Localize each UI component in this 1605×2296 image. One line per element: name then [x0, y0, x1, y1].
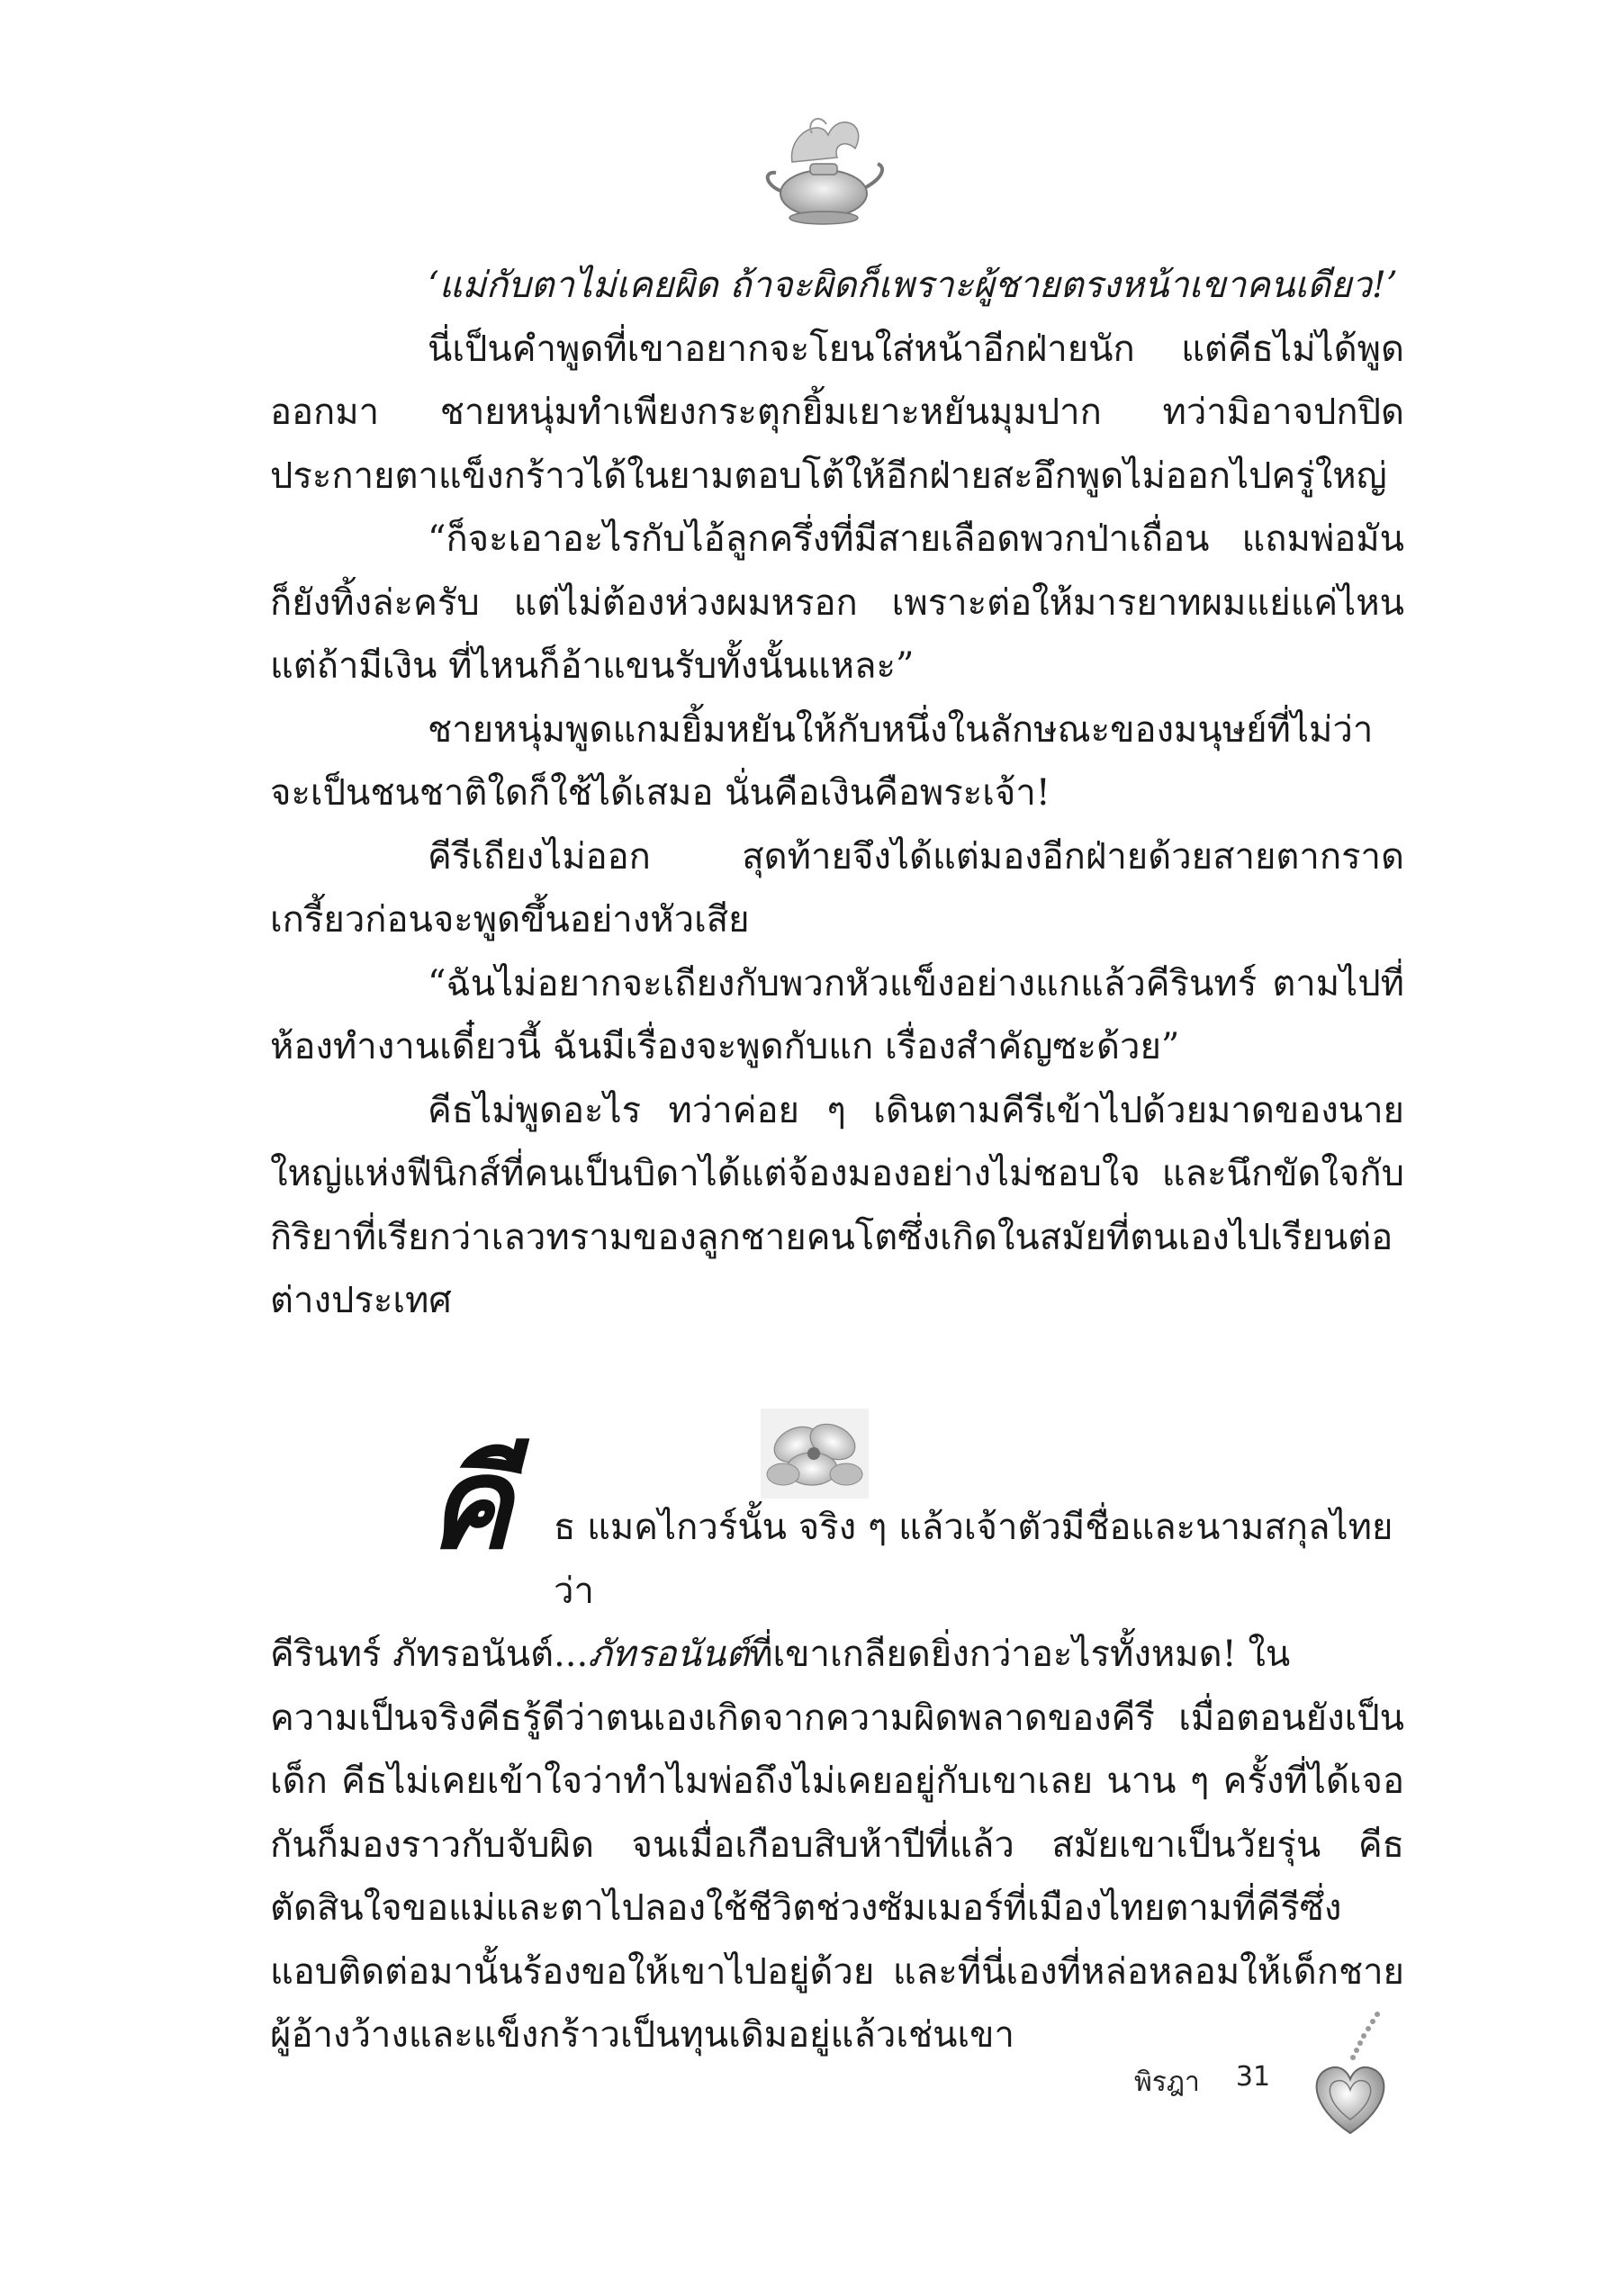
teapot-ornament-icon [756, 108, 891, 234]
drop-cap: คี [428, 1431, 512, 1578]
section-1 [270, 254, 1404, 1333]
thai-name: คีรินทร์ ภัทรอนันต์... [270, 1634, 589, 1675]
thai-surname-italic: ภัทรอนันต์ [588, 1634, 750, 1675]
section-2 [270, 1431, 1404, 2067]
paragraph: คีธไม่พูดอะไร ทว่าค่อย ๆ เดินตามคีรีเข้าไปด้วยมาดของนายใหญ่แห่งฟีนิกส์ที่คนเป็นบิดาได้แต่จ้องมองอย่างไม่ชอบใจ และนึกขัดใจกับกิริยาที่เรียกว่าเลวทรามของลูกชายคนโตซึ่งเกิดในสมัยที่ตนเองไปเรียนต่อต่างประเทศ [270, 1089, 1404, 1321]
paragraph-quote: ‘แม่กับตาไม่เคยผิด ถ้าจะผิดก็เพราะผู้ชายตรงหน้าเขาคนเดียว!’ [428, 265, 1398, 306]
paragraph: “ฉันไม่อยากจะเถียงกับพวกหัวแข็งอย่างแกแล้วคีรินทร์ ตามไปที่ห้องทำงานเดี๋ยวนี้ ฉันมีเรื่องจะพูดกับแก เรื่องสำคัญซะด้วย” [270, 962, 1404, 1067]
line-2-rest: ที่เขาเกลียดยิ่งกว่าอะไรทั้งหมด! ใน [749, 1634, 1291, 1675]
paragraph: นี่เป็นคำพูดที่เขาอยากจะโยนใส่หน้าอีกฝ่ายนัก แต่คีธไม่ได้พูดออกมา ชายหนุ่มทำเพียงกระตุกยิ้มเยาะหยันมุมปาก ทว่ามิอาจปกปิดประกายตาแข็งกร้าวได้ในยามตอบโต้ให้อีกฝ่ายสะอึกพูดไม่ออกไปครู่ใหญ่ [270, 328, 1404, 497]
paragraph: ชายหนุ่มพูดแกมยิ้มหยันให้กับหนึ่งในลักษณะของมนุษย์ที่ไม่ว่าจะเป็นชนชาติใดก็ใช้ได้เสมอ นั่นคือเงินคือพระเจ้า! [270, 708, 1374, 814]
page-number: 31 [1235, 2061, 1271, 2093]
heart-pendant-icon [1301, 2007, 1400, 2142]
paragraph: ความเป็นจริงคีธรู้ดีว่าตนเองเกิดจากความผิดพลาดของคีรี เมื่อตอนยังเป็นเด็ก คีธไม่เคยเข้าใจว่าทำไมพ่อถึงไม่เคยอยู่กับเขาเลย นาน ๆ ครั้งที่ได้เจอกันก็มองราวกับจับผิด จนเมื่อเกือบสิบห้าปีที่แล้ว สมัยเขาเป็นวัยรุ่น คีธตัดสินใจขอแม่และตาไปลองใช้ชีวิตช่วงซัมเมอร์ที่เมืองไทยตามที่คีรีซึ่งแอบติดต่อมานั้นร้องขอให้เขาไปอยู่ด้วย และที่นี่เองที่หล่อหลอมให้เด็กชายผู้อ้างว้างและแข็งกร้าวเป็นทุนเดิมอยู่แล้วเช่นเขา [270, 1697, 1404, 2056]
paragraph: “ก็จะเอาอะไรกับไอ้ลูกครึ่งที่มีสายเลือดพวกป่าเถื่อน แถมพ่อมันก็ยังทิ้งล่ะครับ แต่ไม่ต้องห่วงผมหรอก เพราะต่อให้มารยาทผมแย่แค่ไหน แต่ถ้ามีเงิน ที่ไหนก็อ้าแขนรับทั้งนั้นแหละ” [270, 518, 1404, 687]
flower-ornament-icon [756, 1404, 873, 1503]
page-footer [1134, 2061, 1270, 2103]
author-name: พิรฎา [1134, 2066, 1200, 2098]
paragraph: คีรีเถียงไม่ออก สุดท้ายจึงได้แต่มองอีกฝ่ายด้วยสายตากราดเกรี้ยวก่อนจะพูดขึ้นอย่างหัวเสีย [270, 835, 1404, 941]
dropcap-first-line: ธ แมคไกวร์นั้น จริง ๆ แล้วเจ้าตัวมีชื่อและนามสกุลไทยว่า [554, 1507, 1393, 1612]
dropcap-paragraph [270, 1431, 1404, 1623]
paragraph-line-2 [270, 1623, 1404, 1687]
